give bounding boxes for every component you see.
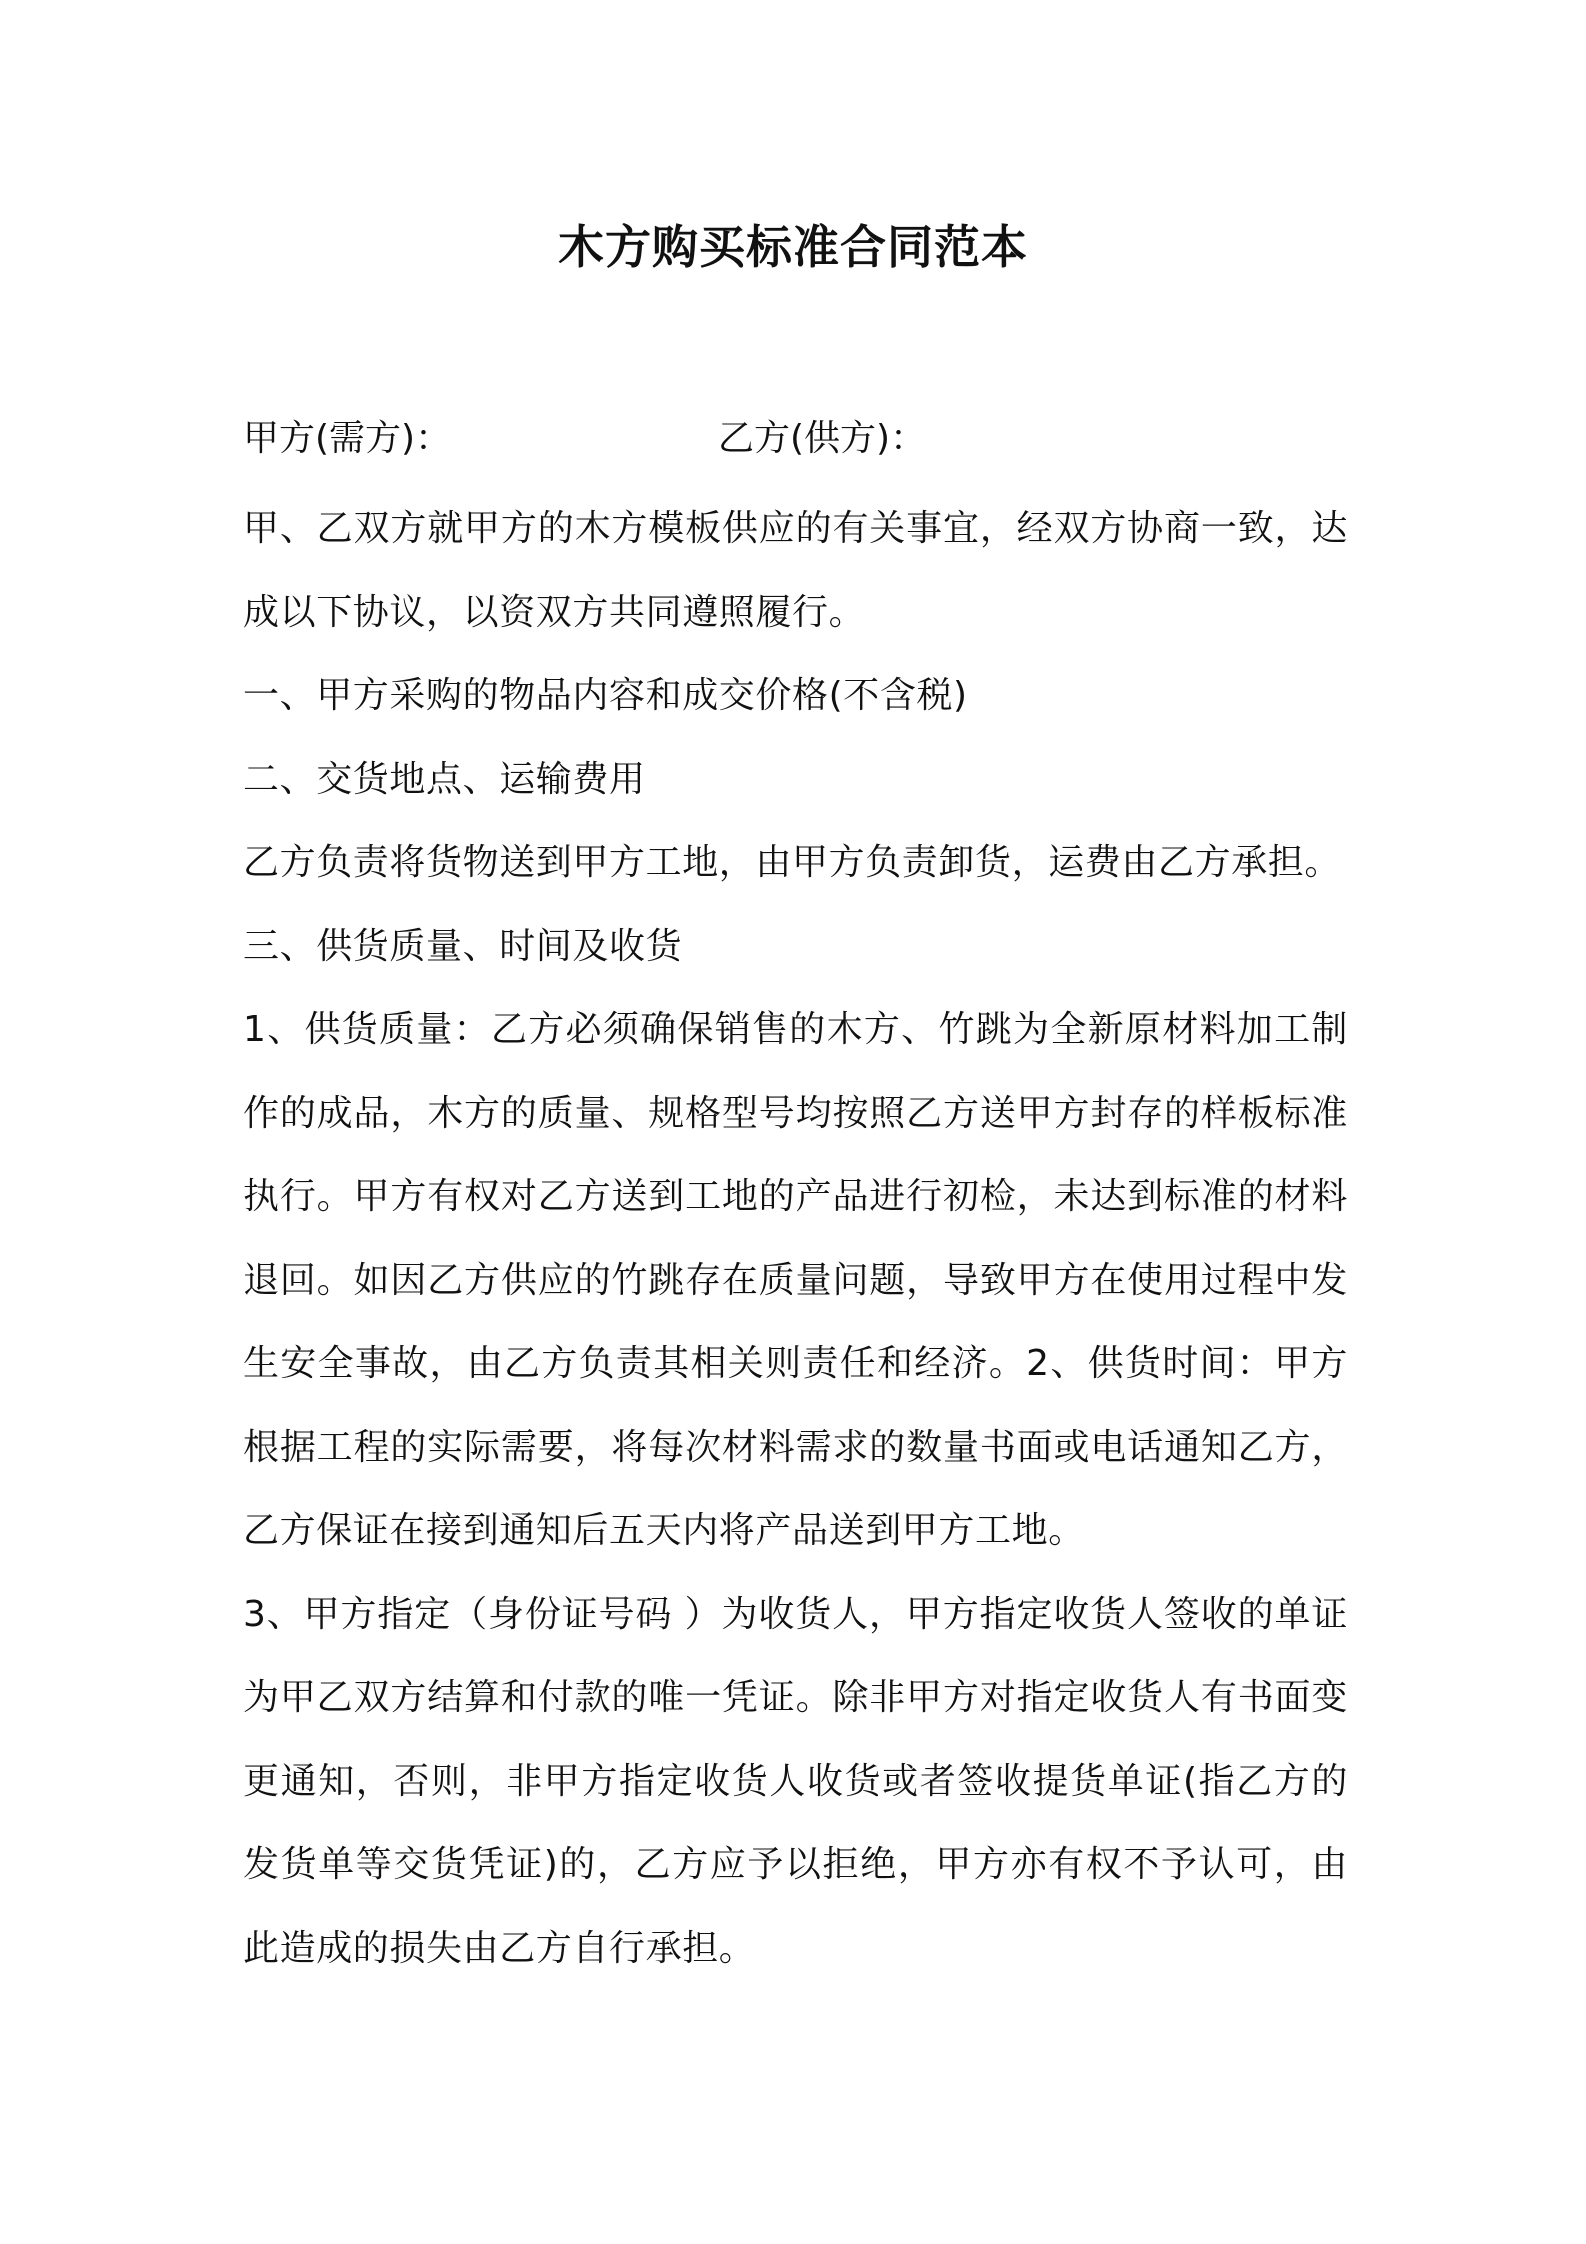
body-line: 根据工程的实际需要，将每次材料需求的数量书面或电话通知乙方，: [243, 1426, 1348, 1468]
document-title: 木方购买标准合同范本: [558, 220, 1028, 274]
body-line: 生安全事故，由乙方负责其相关则责任和经济。2、供货时间：甲方: [243, 1343, 1348, 1384]
body-line: 一、甲方采购的物品内容和成交价格(不含税): [243, 675, 968, 716]
document-body: [243, 487, 1348, 1990]
body-line: 3、甲方指定（身份证号码 ）为收货人，甲方指定收货人签收的单证: [243, 1593, 1348, 1635]
body-line: 为甲乙双方结算和付款的唯一凭证。除非甲方对指定收货人有书面变: [243, 1677, 1348, 1718]
body-line: 三、供货质量、时间及收货: [243, 925, 683, 967]
body-line: 此造成的损失由乙方自行承担。: [243, 1927, 756, 1969]
body-line: 执行。甲方有权对乙方送到工地的产品进行初检，未达到标准的材料: [243, 1176, 1348, 1217]
body-line: 二、交货地点、运输费用: [243, 758, 646, 800]
body-line: 甲、乙双方就甲方的木方模板供应的有关事宜，经双方协商一致，达: [243, 508, 1348, 549]
body-line: 发货单等交货凭证)的，乙方应予以拒绝，甲方亦有权不予认可，由: [243, 1844, 1348, 1885]
body-line: 更通知，否则，非甲方指定收货人收货或者签收提货单证(指乙方的: [243, 1760, 1348, 1802]
party-b-label: 乙方(供方)：: [718, 418, 927, 459]
parties-row: [243, 404, 1363, 474]
party-a-label: 甲方(需方)：: [243, 418, 452, 459]
body-line: 作的成品，木方的质量、规格型号均按照乙方送甲方封存的样板标准: [243, 1092, 1348, 1134]
body-line: 1、供货质量：乙方必须确保销售的木方、竹跳为全新原材料加工制: [243, 1009, 1348, 1050]
body-line: 退回。如因乙方供应的竹跳存在质量问题，导致甲方在使用过程中发: [243, 1259, 1348, 1301]
body-line: 成以下协议，以资双方共同遵照履行。: [243, 591, 866, 633]
body-line: 乙方负责将货物送到甲方工地，由甲方负责卸货，运费由乙方承担。: [243, 842, 1342, 883]
body-line: 乙方保证在接到通知后五天内将产品送到甲方工地。: [243, 1510, 1085, 1551]
